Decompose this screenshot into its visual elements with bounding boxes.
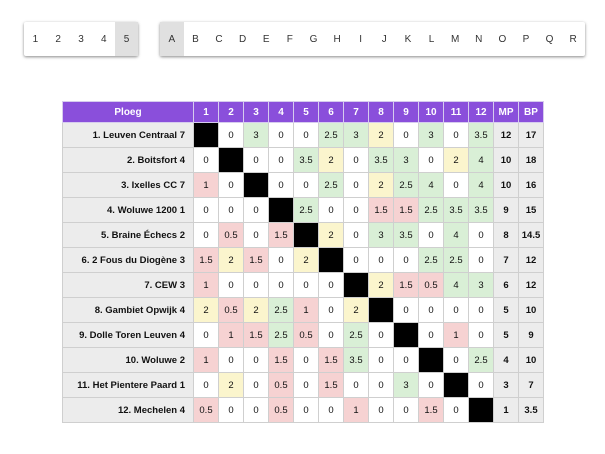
score-cell: 2	[369, 273, 394, 298]
score-cell: 0	[394, 348, 419, 373]
diagonal-cell	[419, 348, 444, 373]
score-cell: 0	[344, 223, 369, 248]
column-header-opponent-9: 9	[394, 102, 419, 123]
team-name: 9. Dolle Toren Leuven 4	[63, 323, 194, 348]
bp-cell: 7	[519, 373, 544, 398]
score-cell: 0	[444, 173, 469, 198]
score-cell: 2	[219, 248, 244, 273]
table-row	[63, 273, 544, 298]
score-cell: 0	[469, 298, 494, 323]
score-cell: 4	[444, 223, 469, 248]
column-header-mp: MP	[494, 102, 519, 123]
letter-button-r[interactable]: R	[569, 33, 577, 45]
column-header-opponent-2: 2	[219, 102, 244, 123]
score-cell: 0	[244, 348, 269, 373]
score-cell: 0	[319, 198, 344, 223]
team-name: 3. Ixelles CC 7	[63, 173, 194, 198]
score-cell: 0	[244, 148, 269, 173]
diagonal-cell	[194, 123, 219, 148]
team-name: 12. Mechelen 4	[63, 398, 194, 423]
score-cell: 2	[369, 123, 394, 148]
score-cell: 0	[394, 298, 419, 323]
mp-cell: 3	[494, 373, 519, 398]
score-cell: 0	[469, 373, 494, 398]
bp-cell: 18	[519, 148, 544, 173]
score-cell: 0	[394, 123, 419, 148]
column-header-team: Ploeg	[63, 102, 194, 123]
team-name: 11. Het Pientere Paard 1	[63, 373, 194, 398]
table-row	[63, 248, 544, 273]
diagonal-cell	[469, 398, 494, 423]
bp-cell: 9	[519, 323, 544, 348]
score-cell: 3.5	[344, 348, 369, 373]
letter-button-f[interactable]: F	[286, 33, 293, 45]
score-cell: 3.5	[444, 198, 469, 223]
score-cell: 0	[394, 398, 419, 423]
score-cell: 0	[269, 273, 294, 298]
mp-cell: 7	[494, 248, 519, 273]
crosstable	[62, 101, 544, 423]
score-cell: 2.5	[269, 298, 294, 323]
page-button-2[interactable]: 2	[55, 33, 61, 45]
table-row	[63, 198, 544, 223]
column-header-opponent-4: 4	[269, 102, 294, 123]
score-cell: 0	[219, 398, 244, 423]
score-cell: 0	[194, 198, 219, 223]
score-cell: 0	[419, 323, 444, 348]
score-cell: 2	[319, 223, 344, 248]
diagonal-cell	[319, 248, 344, 273]
score-cell: 3	[369, 223, 394, 248]
column-header-opponent-12: 12	[469, 102, 494, 123]
score-cell: 0	[294, 273, 319, 298]
mp-cell: 5	[494, 298, 519, 323]
score-cell: 1.5	[269, 348, 294, 373]
letter-button-l[interactable]: L	[428, 33, 435, 45]
score-cell: 0	[344, 248, 369, 273]
score-cell: 0	[419, 223, 444, 248]
score-cell: 0	[369, 398, 394, 423]
score-cell: 1.5	[319, 348, 344, 373]
score-cell: 3	[469, 273, 494, 298]
score-cell: 2	[194, 298, 219, 323]
letter-pagination	[160, 22, 585, 56]
score-cell: 3.5	[469, 198, 494, 223]
score-cell: 0	[269, 148, 294, 173]
page-button-5[interactable]: 5	[115, 22, 138, 56]
score-cell: 3.5	[369, 148, 394, 173]
score-cell: 3	[244, 123, 269, 148]
table-row	[63, 223, 544, 248]
letter-button-k[interactable]: K	[404, 33, 412, 45]
score-cell: 0	[244, 273, 269, 298]
mp-cell: 10	[494, 148, 519, 173]
score-cell: 2.5	[419, 198, 444, 223]
letter-button-o[interactable]: O	[498, 33, 507, 45]
score-cell: 0.5	[269, 373, 294, 398]
score-cell: 0.5	[219, 223, 244, 248]
score-cell: 0	[394, 248, 419, 273]
score-cell: 0	[369, 248, 394, 273]
score-cell: 0	[219, 123, 244, 148]
score-cell: 2	[244, 298, 269, 323]
diagonal-cell	[344, 273, 369, 298]
mp-cell: 8	[494, 223, 519, 248]
team-name: 5. Braine Échecs 2	[63, 223, 194, 248]
column-header-bp: BP	[519, 102, 544, 123]
letter-button-d[interactable]: D	[239, 33, 247, 45]
score-cell: 4	[444, 273, 469, 298]
mp-cell: 6	[494, 273, 519, 298]
letter-button-e[interactable]: E	[262, 33, 270, 45]
score-cell: 2.5	[444, 248, 469, 273]
letter-button-p[interactable]: P	[522, 33, 530, 45]
column-header-opponent-1: 1	[194, 102, 219, 123]
mp-cell: 5	[494, 323, 519, 348]
score-cell: 0	[319, 398, 344, 423]
score-cell: 0	[294, 348, 319, 373]
score-cell: 2	[319, 148, 344, 173]
score-cell: 2.5	[269, 323, 294, 348]
score-cell: 0	[344, 148, 369, 173]
score-cell: 0.5	[219, 298, 244, 323]
team-name: 8. Gambiet Opwijk 4	[63, 298, 194, 323]
score-cell: 2	[294, 248, 319, 273]
score-cell: 0	[319, 273, 344, 298]
score-cell: 0	[444, 398, 469, 423]
column-header-opponent-6: 6	[319, 102, 344, 123]
score-cell: 0	[419, 373, 444, 398]
score-cell: 2.5	[344, 323, 369, 348]
score-cell: 4	[419, 173, 444, 198]
score-cell: 2.5	[394, 173, 419, 198]
score-cell: 3	[394, 373, 419, 398]
score-cell: 0	[244, 223, 269, 248]
score-cell: 0	[194, 323, 219, 348]
team-name: 1. Leuven Centraal 7	[63, 123, 194, 148]
letter-button-i[interactable]: I	[359, 33, 363, 45]
score-cell: 0	[444, 123, 469, 148]
score-cell: 3.5	[394, 223, 419, 248]
table-row	[63, 373, 544, 398]
score-cell: 0	[319, 298, 344, 323]
score-cell: 0	[219, 348, 244, 373]
score-cell: 0	[469, 223, 494, 248]
score-cell: 0	[244, 373, 269, 398]
score-cell: 1.5	[194, 248, 219, 273]
table-row	[63, 148, 544, 173]
score-cell: 0	[294, 123, 319, 148]
score-cell: 0	[244, 398, 269, 423]
letter-button-a[interactable]: A	[160, 22, 184, 56]
letter-button-n[interactable]: N	[475, 33, 483, 45]
score-cell: 0	[269, 123, 294, 148]
score-cell: 2.5	[469, 348, 494, 373]
column-header-opponent-10: 10	[419, 102, 444, 123]
diagonal-cell	[219, 148, 244, 173]
score-cell: 2	[444, 148, 469, 173]
score-cell: 1.5	[244, 248, 269, 273]
bp-cell: 3.5	[519, 398, 544, 423]
score-cell: 1.5	[419, 398, 444, 423]
score-cell: 0	[219, 198, 244, 223]
score-cell: 0	[244, 198, 269, 223]
bp-cell: 17	[519, 123, 544, 148]
team-name: 7. CEW 3	[63, 273, 194, 298]
score-cell: 2.5	[319, 173, 344, 198]
score-cell: 0	[469, 323, 494, 348]
column-header-opponent-3: 3	[244, 102, 269, 123]
team-name: 6. 2 Fous du Diogène 3	[63, 248, 194, 273]
score-cell: 1	[194, 348, 219, 373]
score-cell: 0.5	[294, 323, 319, 348]
score-cell: 0.5	[419, 273, 444, 298]
letter-button-g[interactable]: G	[309, 33, 318, 45]
score-cell: 0	[419, 148, 444, 173]
score-cell: 0	[444, 298, 469, 323]
bp-cell: 14.5	[519, 223, 544, 248]
bp-cell: 15	[519, 198, 544, 223]
score-cell: 0	[344, 173, 369, 198]
diagonal-cell	[369, 298, 394, 323]
diagonal-cell	[394, 323, 419, 348]
score-cell: 3	[344, 123, 369, 148]
table-row	[63, 348, 544, 373]
team-name: 2. Boitsfort 4	[63, 148, 194, 173]
letter-button-q[interactable]: Q	[545, 33, 554, 45]
score-cell: 0	[294, 173, 319, 198]
score-cell: 0	[344, 373, 369, 398]
score-cell: 0	[369, 348, 394, 373]
score-cell: 1	[344, 398, 369, 423]
mp-cell: 1	[494, 398, 519, 423]
score-cell: 0	[294, 398, 319, 423]
score-cell: 4	[469, 148, 494, 173]
score-cell: 0	[319, 323, 344, 348]
column-header-opponent-8: 8	[369, 102, 394, 123]
score-cell: 0	[369, 323, 394, 348]
table-row	[63, 398, 544, 423]
score-cell: 1.5	[394, 273, 419, 298]
letter-button-b[interactable]: B	[192, 33, 199, 45]
score-cell: 2.5	[319, 123, 344, 148]
score-cell: 3.5	[294, 148, 319, 173]
table-row	[63, 298, 544, 323]
diagonal-cell	[294, 223, 319, 248]
page-button-4[interactable]: 4	[101, 33, 107, 45]
score-cell: 2.5	[294, 198, 319, 223]
table-row	[63, 323, 544, 348]
score-cell: 2	[344, 298, 369, 323]
score-cell: 0	[194, 148, 219, 173]
letter-button-h[interactable]: H	[333, 33, 341, 45]
score-cell: 0	[269, 248, 294, 273]
table-row	[63, 173, 544, 198]
mp-cell: 9	[494, 198, 519, 223]
team-name: 10. Woluwe 2	[63, 348, 194, 373]
letter-button-c[interactable]: C	[215, 33, 223, 45]
score-cell: 1.5	[244, 323, 269, 348]
score-cell: 3.5	[469, 123, 494, 148]
column-header-opponent-7: 7	[344, 102, 369, 123]
mp-cell: 12	[494, 123, 519, 148]
score-cell: 1.5	[394, 198, 419, 223]
mp-cell: 10	[494, 173, 519, 198]
score-cell: 2	[219, 373, 244, 398]
score-cell: 1	[194, 173, 219, 198]
diagonal-cell	[269, 198, 294, 223]
diagonal-cell	[244, 173, 269, 198]
round-pagination	[24, 22, 138, 56]
letter-button-m[interactable]: M	[450, 33, 460, 45]
column-header-opponent-11: 11	[444, 102, 469, 123]
score-cell: 0	[269, 173, 294, 198]
score-cell: 0	[194, 223, 219, 248]
letter-button-j[interactable]: J	[381, 33, 387, 45]
score-cell: 4	[469, 173, 494, 198]
score-cell: 1	[444, 323, 469, 348]
bp-cell: 12	[519, 273, 544, 298]
score-cell: 1	[219, 323, 244, 348]
score-cell: 0.5	[269, 398, 294, 423]
score-cell: 1.5	[369, 198, 394, 223]
team-name: 4. Woluwe 1200 1	[63, 198, 194, 223]
score-cell: 1	[194, 273, 219, 298]
mp-cell: 4	[494, 348, 519, 373]
table-header-row	[63, 102, 544, 123]
column-header-opponent-5: 5	[294, 102, 319, 123]
bp-cell: 10	[519, 298, 544, 323]
score-cell: 1	[294, 298, 319, 323]
score-cell: 0	[444, 348, 469, 373]
score-cell: 0	[219, 273, 244, 298]
score-cell: 2	[369, 173, 394, 198]
score-cell: 2.5	[419, 248, 444, 273]
score-cell: 1.5	[319, 373, 344, 398]
bp-cell: 12	[519, 248, 544, 273]
score-cell: 0	[344, 198, 369, 223]
score-cell: 0	[419, 298, 444, 323]
score-cell: 1.5	[269, 223, 294, 248]
bp-cell: 10	[519, 348, 544, 373]
score-cell: 0	[294, 373, 319, 398]
score-cell: 0	[469, 248, 494, 273]
score-cell: 0	[194, 373, 219, 398]
score-cell: 0.5	[194, 398, 219, 423]
diagonal-cell	[444, 373, 469, 398]
score-cell: 0	[219, 173, 244, 198]
bp-cell: 16	[519, 173, 544, 198]
score-cell: 3	[419, 123, 444, 148]
page-button-1[interactable]: 1	[32, 33, 39, 45]
score-cell: 3	[394, 148, 419, 173]
score-cell: 0	[369, 373, 394, 398]
page-button-3[interactable]: 3	[78, 33, 84, 45]
table-row	[63, 123, 544, 148]
